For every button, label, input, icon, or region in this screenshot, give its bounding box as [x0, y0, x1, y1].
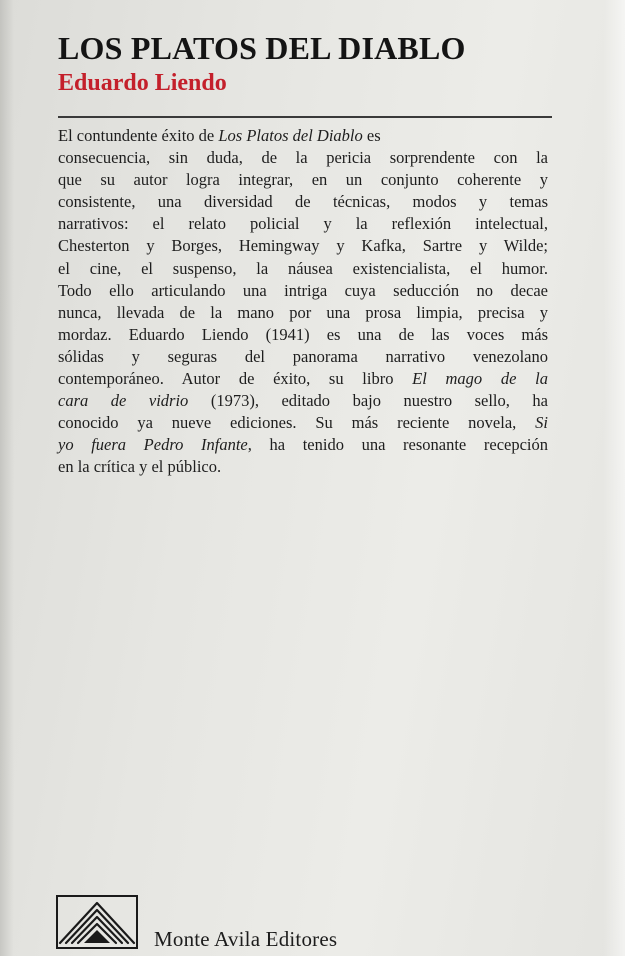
- blurb-line: nunca, llevada de la mano por una prosa limpia, precisa y: [58, 302, 548, 322]
- book-title-reference: cara de vidrio: [58, 391, 189, 411]
- blurb-line: yo fuera Pedro Infante, ha tenido una resonante recepción: [58, 435, 549, 455]
- blurb-line: conocido ya nueve ediciones. Su más reciente novela, Si: [58, 413, 548, 433]
- blurb-line: narrativos: el relato policial y la reflexión intelectual,: [58, 214, 548, 234]
- publisher-name: Monte Avila Editores: [154, 927, 338, 951]
- book-title: LOS PLATOS DEL DIABLO: [58, 30, 466, 66]
- book-title-reference: yo fuera Pedro Infante: [58, 435, 248, 455]
- blurb-line: en la crítica y el público.: [58, 457, 222, 477]
- blurb-line: contemporáneo. Autor de éxito, su libro El mago de la: [58, 369, 548, 389]
- title-divider: [58, 116, 552, 118]
- book-author: Eduardo Liendo: [58, 70, 227, 96]
- book-title-reference: Si: [535, 413, 548, 433]
- blurb-line: el cine, el suspenso, la náusea existencialista, el humor.: [58, 258, 548, 278]
- book-title-reference: El mago de la: [412, 369, 548, 389]
- blurb-line: mordaz. Eduardo Liendo (1941) es una de las voces más: [58, 324, 548, 344]
- monte-avila-logo-icon: [56, 895, 138, 949]
- page-edge-highlight: [603, 0, 625, 956]
- blurb-line: Todo ello articulando una intriga cuya seducción no decae: [58, 280, 548, 300]
- blurb-line: Chesterton y Borges, Hemingway y Kafka, Sartre y Wilde;: [58, 236, 548, 256]
- blurb-line: cara de vidrio (1973), editado bajo nuestro sello, ha: [58, 391, 548, 411]
- blurb-line: consistente, una diversidad de técnicas, modos y temas: [58, 192, 548, 212]
- spine-shadow: [0, 0, 14, 956]
- blurb-line: El contundente éxito de Los Platos del Diablo es: [58, 126, 381, 145]
- blurb-line: sólidas y seguras del panorama narrativo venezolano: [58, 346, 548, 366]
- book-title-reference: Los Platos del Diablo: [218, 126, 363, 145]
- blurb-line: que su autor logra integrar, en un conjunto coherente y: [58, 170, 548, 190]
- back-cover-blurb: [58, 125, 548, 479]
- blurb-line: consecuencia, sin duda, de la pericia sorprendente con la: [58, 148, 548, 168]
